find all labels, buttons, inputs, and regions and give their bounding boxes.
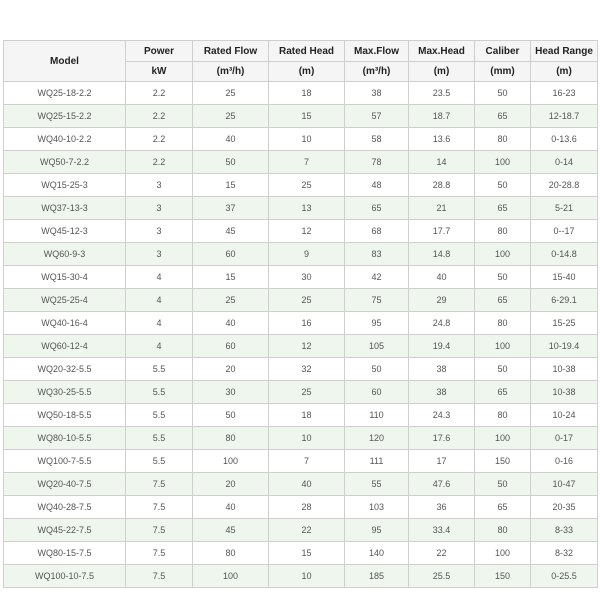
unit-max-flow: (m³/h)	[345, 62, 409, 82]
cell-power: 5.5	[126, 404, 193, 427]
cell-power: 7.5	[126, 542, 193, 565]
header-caliber: Caliber	[475, 41, 531, 62]
cell-model: WQ37-13-3	[4, 197, 126, 220]
cell-model: WQ60-12-4	[4, 335, 126, 358]
table-row	[4, 335, 598, 358]
cell-max-flow: 75	[345, 289, 409, 312]
pump-spec-table-container	[3, 40, 597, 588]
cell-max-flow: 185	[345, 565, 409, 588]
table-row	[4, 174, 598, 197]
cell-model: WQ40-28-7.5	[4, 496, 126, 519]
cell-rated-flow: 40	[193, 312, 269, 335]
cell-max-flow: 83	[345, 243, 409, 266]
cell-rated-head: 13	[269, 197, 345, 220]
cell-model: WQ40-10-2.2	[4, 128, 126, 151]
cell-max-head: 29	[409, 289, 475, 312]
cell-rated-flow: 40	[193, 128, 269, 151]
cell-caliber: 100	[475, 243, 531, 266]
cell-max-head: 17.7	[409, 220, 475, 243]
cell-head-range: 15-40	[531, 266, 598, 289]
header-rated-flow: Rated Flow	[193, 41, 269, 62]
cell-power: 3	[126, 197, 193, 220]
cell-max-flow: 55	[345, 473, 409, 496]
cell-model: WQ25-15-2.2	[4, 105, 126, 128]
cell-rated-flow: 80	[193, 542, 269, 565]
cell-max-flow: 42	[345, 266, 409, 289]
cell-max-flow: 57	[345, 105, 409, 128]
cell-caliber: 65	[475, 381, 531, 404]
cell-caliber: 65	[475, 197, 531, 220]
cell-max-head: 21	[409, 197, 475, 220]
table-row	[4, 312, 598, 335]
cell-rated-flow: 25	[193, 105, 269, 128]
cell-rated-head: 10	[269, 427, 345, 450]
cell-rated-head: 10	[269, 128, 345, 151]
cell-power: 7.5	[126, 496, 193, 519]
cell-head-range: 0-14	[531, 151, 598, 174]
cell-rated-head: 7	[269, 151, 345, 174]
cell-head-range: 20-35	[531, 496, 598, 519]
cell-max-flow: 120	[345, 427, 409, 450]
cell-caliber: 150	[475, 450, 531, 473]
table-body	[4, 82, 598, 588]
cell-power: 3	[126, 220, 193, 243]
cell-caliber: 50	[475, 82, 531, 105]
cell-rated-head: 28	[269, 496, 345, 519]
cell-head-range: 0--17	[531, 220, 598, 243]
cell-rated-flow: 30	[193, 381, 269, 404]
table-row	[4, 473, 598, 496]
header-row	[4, 41, 598, 62]
cell-caliber: 100	[475, 335, 531, 358]
cell-head-range: 0-17	[531, 427, 598, 450]
table-row	[4, 128, 598, 151]
cell-max-flow: 65	[345, 197, 409, 220]
cell-rated-flow: 100	[193, 565, 269, 588]
cell-power: 7.5	[126, 565, 193, 588]
cell-rated-head: 40	[269, 473, 345, 496]
cell-max-flow: 95	[345, 312, 409, 335]
cell-max-flow: 140	[345, 542, 409, 565]
cell-max-flow: 68	[345, 220, 409, 243]
cell-max-head: 13.6	[409, 128, 475, 151]
table-row	[4, 542, 598, 565]
cell-head-range: 16-23	[531, 82, 598, 105]
cell-rated-head: 7	[269, 450, 345, 473]
header-power: Power	[126, 41, 193, 62]
cell-power: 7.5	[126, 519, 193, 542]
cell-max-head: 24.3	[409, 404, 475, 427]
cell-power: 7.5	[126, 473, 193, 496]
cell-head-range: 0-25.5	[531, 565, 598, 588]
cell-power: 5.5	[126, 427, 193, 450]
unit-head-range: (m)	[531, 62, 598, 82]
cell-rated-head: 16	[269, 312, 345, 335]
cell-rated-flow: 20	[193, 473, 269, 496]
cell-max-flow: 103	[345, 496, 409, 519]
cell-model: WQ50-7-2.2	[4, 151, 126, 174]
header-head-range: Head Range	[531, 41, 598, 62]
cell-max-flow: 60	[345, 381, 409, 404]
cell-model: WQ25-18-2.2	[4, 82, 126, 105]
cell-rated-head: 22	[269, 519, 345, 542]
cell-head-range: 0-13.6	[531, 128, 598, 151]
cell-head-range: 5-21	[531, 197, 598, 220]
table-row	[4, 151, 598, 174]
cell-max-flow: 38	[345, 82, 409, 105]
cell-max-flow: 111	[345, 450, 409, 473]
unit-rated-flow: (m³/h)	[193, 62, 269, 82]
unit-power: kW	[126, 62, 193, 82]
cell-rated-flow: 45	[193, 220, 269, 243]
cell-model: WQ80-10-5.5	[4, 427, 126, 450]
cell-power: 3	[126, 174, 193, 197]
cell-rated-flow: 50	[193, 151, 269, 174]
cell-power: 4	[126, 266, 193, 289]
cell-caliber: 150	[475, 565, 531, 588]
cell-max-flow: 50	[345, 358, 409, 381]
cell-rated-flow: 80	[193, 427, 269, 450]
cell-rated-flow: 37	[193, 197, 269, 220]
cell-caliber: 80	[475, 312, 531, 335]
table-row	[4, 243, 598, 266]
cell-rated-flow: 25	[193, 82, 269, 105]
header-max-head: Max.Head	[409, 41, 475, 62]
cell-power: 4	[126, 312, 193, 335]
cell-caliber: 50	[475, 473, 531, 496]
cell-max-head: 40	[409, 266, 475, 289]
cell-rated-head: 18	[269, 82, 345, 105]
cell-head-range: 8-32	[531, 542, 598, 565]
cell-model: WQ50-18-5.5	[4, 404, 126, 427]
table-row	[4, 197, 598, 220]
cell-power: 2.2	[126, 105, 193, 128]
cell-head-range: 10-38	[531, 358, 598, 381]
cell-rated-flow: 25	[193, 289, 269, 312]
cell-head-range: 20-28.8	[531, 174, 598, 197]
cell-power: 2.2	[126, 151, 193, 174]
table-row	[4, 404, 598, 427]
table-row	[4, 450, 598, 473]
cell-max-head: 25.5	[409, 565, 475, 588]
cell-rated-head: 10	[269, 565, 345, 588]
cell-caliber: 80	[475, 404, 531, 427]
header-rated-head: Rated Head	[269, 41, 345, 62]
table-row	[4, 519, 598, 542]
cell-caliber: 65	[475, 105, 531, 128]
table-row	[4, 358, 598, 381]
cell-max-head: 38	[409, 381, 475, 404]
cell-rated-head: 9	[269, 243, 345, 266]
cell-model: WQ45-12-3	[4, 220, 126, 243]
cell-caliber: 80	[475, 519, 531, 542]
cell-power: 4	[126, 289, 193, 312]
cell-max-head: 17.6	[409, 427, 475, 450]
cell-rated-head: 15	[269, 542, 345, 565]
header-model: Model	[4, 41, 126, 82]
cell-model: WQ40-16-4	[4, 312, 126, 335]
cell-head-range: 0-16	[531, 450, 598, 473]
cell-max-flow: 58	[345, 128, 409, 151]
cell-max-head: 18.7	[409, 105, 475, 128]
cell-power: 5.5	[126, 450, 193, 473]
cell-max-head: 14	[409, 151, 475, 174]
cell-power: 4	[126, 335, 193, 358]
table-row	[4, 427, 598, 450]
cell-power: 5.5	[126, 358, 193, 381]
table-header	[4, 41, 598, 82]
cell-max-head: 36	[409, 496, 475, 519]
cell-model: WQ25-25-4	[4, 289, 126, 312]
cell-model: WQ20-32-5.5	[4, 358, 126, 381]
unit-max-head: (m)	[409, 62, 475, 82]
cell-power: 5.5	[126, 381, 193, 404]
cell-rated-flow: 40	[193, 496, 269, 519]
cell-model: WQ60-9-3	[4, 243, 126, 266]
cell-rated-flow: 20	[193, 358, 269, 381]
table-row	[4, 82, 598, 105]
cell-max-head: 28.8	[409, 174, 475, 197]
cell-max-flow: 110	[345, 404, 409, 427]
cell-caliber: 80	[475, 220, 531, 243]
cell-caliber: 65	[475, 496, 531, 519]
cell-head-range: 10-38	[531, 381, 598, 404]
cell-max-head: 17	[409, 450, 475, 473]
table-row	[4, 266, 598, 289]
table-row	[4, 105, 598, 128]
cell-model: WQ45-22-7.5	[4, 519, 126, 542]
cell-model: WQ100-10-7.5	[4, 565, 126, 588]
cell-rated-flow: 15	[193, 174, 269, 197]
cell-max-head: 23.5	[409, 82, 475, 105]
cell-rated-head: 18	[269, 404, 345, 427]
cell-model: WQ20-40-7.5	[4, 473, 126, 496]
unit-rated-head: (m)	[269, 62, 345, 82]
cell-rated-flow: 45	[193, 519, 269, 542]
unit-caliber: (mm)	[475, 62, 531, 82]
cell-caliber: 100	[475, 151, 531, 174]
table-row	[4, 381, 598, 404]
cell-rated-head: 25	[269, 289, 345, 312]
cell-rated-head: 32	[269, 358, 345, 381]
cell-model: WQ15-30-4	[4, 266, 126, 289]
cell-rated-head: 12	[269, 220, 345, 243]
cell-rated-flow: 50	[193, 404, 269, 427]
cell-head-range: 6-29.1	[531, 289, 598, 312]
cell-power: 2.2	[126, 82, 193, 105]
cell-caliber: 65	[475, 289, 531, 312]
cell-head-range: 12-18.7	[531, 105, 598, 128]
cell-caliber: 50	[475, 174, 531, 197]
header-max-flow: Max.Flow	[345, 41, 409, 62]
cell-model: WQ15-25-3	[4, 174, 126, 197]
cell-head-range: 0-14.8	[531, 243, 598, 266]
cell-max-flow: 48	[345, 174, 409, 197]
cell-model: WQ30-25-5.5	[4, 381, 126, 404]
table-row	[4, 565, 598, 588]
cell-caliber: 80	[475, 128, 531, 151]
cell-caliber: 50	[475, 358, 531, 381]
cell-head-range: 10-47	[531, 473, 598, 496]
cell-model: WQ100-7-5.5	[4, 450, 126, 473]
cell-caliber: 50	[475, 266, 531, 289]
cell-head-range: 15-25	[531, 312, 598, 335]
cell-max-flow: 95	[345, 519, 409, 542]
pump-spec-table	[3, 40, 598, 588]
cell-power: 2.2	[126, 128, 193, 151]
cell-max-head: 47.6	[409, 473, 475, 496]
cell-rated-head: 15	[269, 105, 345, 128]
cell-head-range: 8-33	[531, 519, 598, 542]
cell-max-flow: 105	[345, 335, 409, 358]
table-row	[4, 220, 598, 243]
cell-max-head: 38	[409, 358, 475, 381]
cell-model: WQ80-15-7.5	[4, 542, 126, 565]
cell-caliber: 100	[475, 542, 531, 565]
cell-rated-head: 25	[269, 381, 345, 404]
cell-rated-flow: 60	[193, 243, 269, 266]
cell-head-range: 10-19.4	[531, 335, 598, 358]
table-row	[4, 289, 598, 312]
table-row	[4, 496, 598, 519]
cell-rated-flow: 100	[193, 450, 269, 473]
cell-max-head: 19.4	[409, 335, 475, 358]
cell-head-range: 10-24	[531, 404, 598, 427]
cell-max-flow: 78	[345, 151, 409, 174]
cell-max-head: 22	[409, 542, 475, 565]
cell-rated-flow: 15	[193, 266, 269, 289]
cell-rated-head: 25	[269, 174, 345, 197]
cell-max-head: 14.8	[409, 243, 475, 266]
cell-rated-head: 12	[269, 335, 345, 358]
cell-rated-head: 30	[269, 266, 345, 289]
cell-power: 3	[126, 243, 193, 266]
cell-caliber: 100	[475, 427, 531, 450]
cell-max-head: 33.4	[409, 519, 475, 542]
cell-max-head: 24.8	[409, 312, 475, 335]
cell-rated-flow: 60	[193, 335, 269, 358]
